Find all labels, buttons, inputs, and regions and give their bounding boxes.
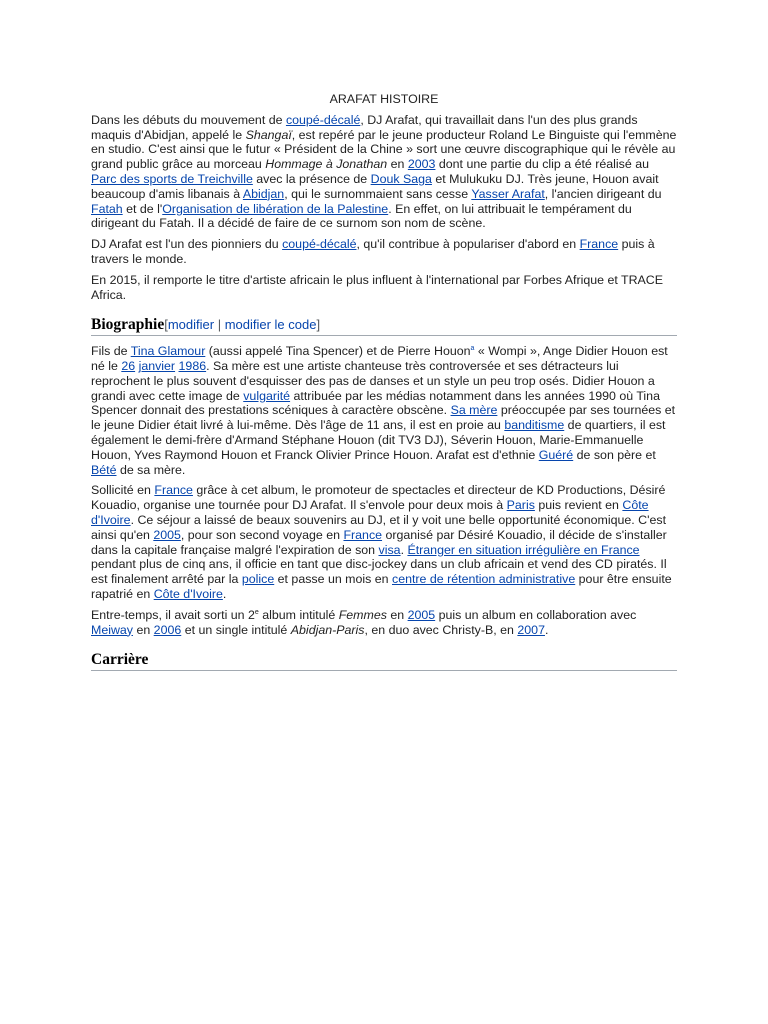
intro-paragraph-1 <box>91 113 677 231</box>
link-2005[interactable]: 2005 <box>153 527 181 542</box>
italic-text: Shangaï <box>245 127 292 142</box>
link-abidjan[interactable]: Abidjan <box>242 186 285 201</box>
text: attribuée par les médias notamment dans les années 1990 où Tina Spencer donnait des prestations scéniques à caractère obscène. <box>91 388 660 418</box>
link-janvier[interactable]: janvier <box>138 358 176 373</box>
link-yasser-arafat[interactable]: Yasser Arafat <box>471 186 545 201</box>
text: En 2015, il remporte le titre d'artiste africain le plus influent à l'international par Forbes Afrique et TRACE Africa. <box>91 272 664 302</box>
text: , qu'il contribue à populariser d'abord en <box>356 237 580 252</box>
italic-text: Abidjan-Paris <box>290 622 365 637</box>
edit-link[interactable]: modifier <box>167 317 215 333</box>
text: grâce à cet album, le promoteur de spectacles et directeur de KD Productions, Désiré Kouadio, organise une tournée pour DJ Arafat. Il s'envole pour deux mois à <box>91 483 666 513</box>
text: de sa mère. <box>116 462 186 477</box>
text: et un single intitulé <box>181 622 291 637</box>
link-sa-mere[interactable]: Sa mère <box>450 403 498 418</box>
text: DJ Arafat est l'un des pionniers du <box>91 237 283 252</box>
text: pendant plus de cinq ans, il officie en tant que disc-jockey dans un club africain et vend des CD piratés. Il est finalement arrêté par la <box>91 557 667 587</box>
bio-paragraph-1 <box>91 344 677 477</box>
heading-text: Biographie <box>91 316 165 334</box>
text: . <box>544 622 549 637</box>
link-france[interactable]: France <box>154 483 193 498</box>
text: de quartiers, il est également le demi-frère d'Armand Stéphane Houon (dit TV3 DJ), Séverin Houon, Marie-Emmanuelle Houon, Yves Raymond Houon et Franck Olivier Prince Houon. Arafat est d'ethnie <box>91 418 666 462</box>
intro-paragraph-2 <box>91 237 677 267</box>
text: de son père et <box>573 447 656 462</box>
intro-paragraph-3 <box>91 273 677 303</box>
link-olp[interactable]: Organisation de libération de la Palestine <box>162 201 389 216</box>
link-police[interactable]: police <box>241 572 275 587</box>
text: , pour son second voyage en <box>180 527 344 542</box>
heading-text: Carrière <box>91 651 149 669</box>
text: en <box>133 622 154 637</box>
link-tina-glamour[interactable]: Tina Glamour <box>130 344 206 359</box>
link-france[interactable]: France <box>579 237 619 252</box>
link-cote-divoire[interactable]: Côte d'Ivoire <box>153 586 223 601</box>
text: et Mulukuku DJ. Très jeune, Houon avait beaucoup d'amis libanais à <box>91 171 659 201</box>
link-coupe-decale[interactable]: coupé-décalé <box>282 237 357 252</box>
edit-code-link[interactable]: modifier le code <box>224 317 317 333</box>
footnote-marker[interactable]: a <box>470 345 475 353</box>
link-fatah[interactable]: Fatah <box>91 201 123 216</box>
link-meiway[interactable]: Meiway <box>91 622 133 637</box>
separator: | <box>214 317 225 333</box>
text: Dans les débuts du mouvement de <box>91 112 286 127</box>
text: . Ce séjour a laissé de beaux souvenirs au DJ, et il y voit une belle opportunité économique. C'est ainsi qu'en <box>91 512 667 542</box>
text: puis un album en collaboration avec <box>435 607 637 622</box>
bracket: [ <box>164 317 168 333</box>
link-parc-des-sports[interactable]: Parc des sports de Treichville <box>91 171 253 186</box>
text: Sollicité en <box>91 483 155 498</box>
link-france[interactable]: France <box>343 527 383 542</box>
document-page <box>91 92 677 679</box>
link-guere[interactable]: Guéré <box>538 447 574 462</box>
link-1986[interactable]: 1986 <box>178 358 207 373</box>
bracket: ] <box>316 317 321 333</box>
link-vulgarite[interactable]: vulgarité <box>243 388 291 403</box>
text: pour être ensuite rapatrié en <box>91 572 672 601</box>
link-etranger-situation-irreguliere[interactable]: Étranger en situation irrégulière en France <box>407 542 640 557</box>
text: en <box>386 607 408 622</box>
link-2005[interactable]: 2005 <box>407 607 436 622</box>
text: album intitulé <box>258 607 339 622</box>
section-heading-carriere <box>91 653 677 671</box>
edit-links <box>164 317 320 332</box>
text: organisé par Désiré Kouadio, il décide de s'installer dans la capitale française malgré l'expiration de son <box>91 527 667 557</box>
text: . <box>222 586 227 601</box>
text: . <box>400 542 408 557</box>
italic-text: Femmes <box>338 607 387 622</box>
text: , l'ancien dirigeant du <box>544 186 662 201</box>
ordinal-superscript: e <box>254 608 259 616</box>
page-title: ARAFAT HISTOIRE <box>329 92 439 106</box>
italic-text: Hommage à Jonathan <box>265 157 388 172</box>
text: , qui le surnommaient sans cesse <box>284 186 472 201</box>
text: Fils de <box>91 344 131 359</box>
text: dont une partie du clip a été réalisé au <box>435 157 649 172</box>
text: puis revient en <box>534 498 623 513</box>
link-douk-saga[interactable]: Douk Saga <box>370 171 432 186</box>
text: « Wompi », Ange Didier Houon est né le <box>91 344 668 373</box>
text: préoccupée par ses tournées et le jeune Didier était livré à lui-même. Dès l'âge de 11 ans, il est en proie au <box>91 403 676 433</box>
text: Entre-temps, il avait sorti un 2 <box>91 607 255 622</box>
bio-paragraph-2 <box>91 483 677 601</box>
section-heading-biographie <box>91 318 677 336</box>
text: et de l' <box>122 201 163 216</box>
text: et passe un mois en <box>274 572 392 587</box>
text: (aussi appelé Tina Spencer) et de Pierre Houon <box>205 344 471 359</box>
text: , DJ Arafat, qui travaillait dans l'un des plus grands maquis d'Abidjan, appelé le <box>91 112 638 142</box>
bio-paragraph-3 <box>91 608 677 638</box>
link-2007[interactable]: 2007 <box>517 622 545 637</box>
text: puis à travers le monde. <box>91 237 655 266</box>
link-26[interactable]: 26 <box>121 358 136 373</box>
link-2003[interactable]: 2003 <box>407 157 436 172</box>
link-bete[interactable]: Bété <box>91 462 117 477</box>
link-2006[interactable]: 2006 <box>153 622 182 637</box>
text: , en duo avec Christy-B, en <box>364 622 518 637</box>
link-coupe-decale[interactable]: coupé-décalé <box>285 112 361 127</box>
link-visa[interactable]: visa <box>378 542 401 557</box>
text: . Sa mère est une artiste chanteuse très controversée et ses détracteurs lui reprochent le plus souvent d'esquisser des pas de danses et un style un peu trop osés. Didier Houon a grandi avec cette image de <box>91 358 655 403</box>
text: . En effet, on lui attribuait le tempérament du dirigeant du Fatah. Il a décidé de faire de ce surnom son nom de scène. <box>91 201 632 231</box>
link-paris[interactable]: Paris <box>506 498 535 513</box>
text: en <box>387 157 408 172</box>
link-centre-retention[interactable]: centre de rétention administrative <box>392 572 576 587</box>
text: avec la présence de <box>252 171 371 186</box>
link-banditisme[interactable]: banditisme <box>504 418 565 433</box>
text: , est repéré par le jeune producteur Roland Le Binguiste qui l'emmène en studio. C'est ainsi que le futur « Président de la Chine » sort une œuvre discographique qui le révèle au grand public grâce au morceau <box>91 127 677 172</box>
link-cote-divoire[interactable]: Côte d'Ivoire <box>91 498 649 527</box>
